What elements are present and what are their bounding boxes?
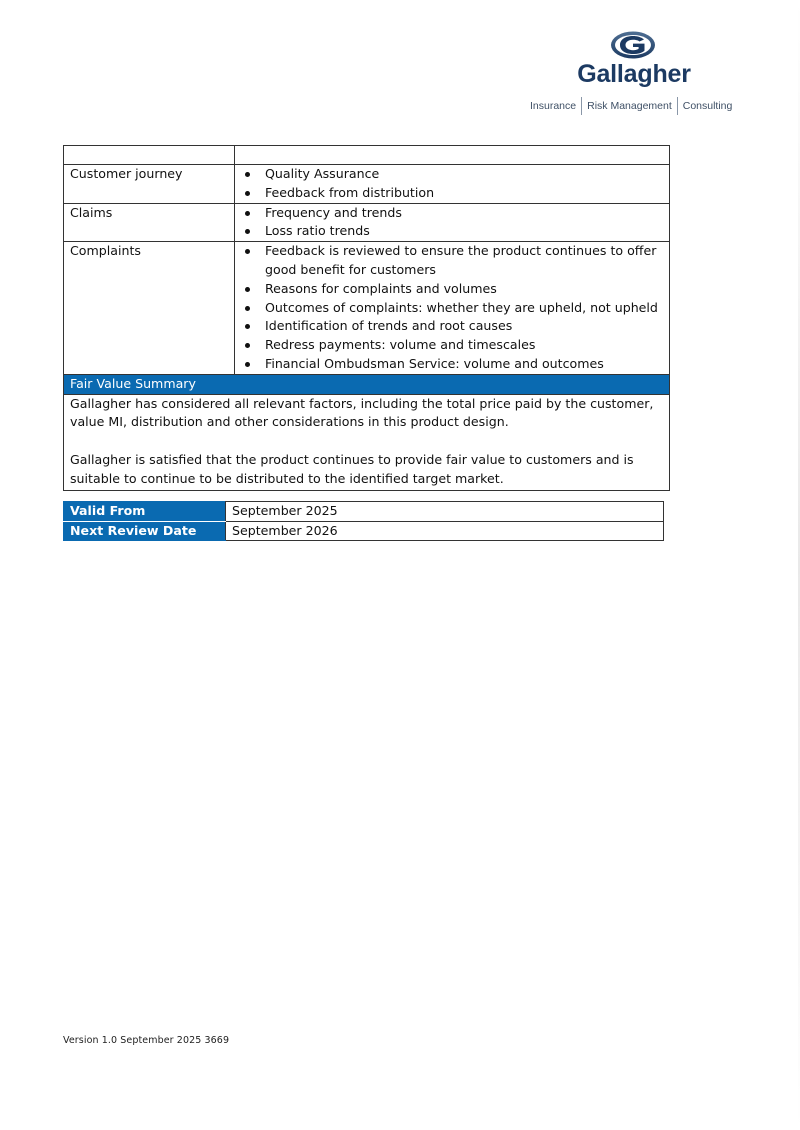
gallagher-g-emblem-icon bbox=[610, 30, 656, 60]
row-items bbox=[235, 165, 670, 204]
list-item: Frequency and trends bbox=[241, 204, 663, 223]
gallagher-logo bbox=[528, 28, 740, 120]
table-row-claims bbox=[64, 203, 670, 242]
table-row-valid-from bbox=[64, 502, 664, 522]
list-item: Feedback is reviewed to ensure the product continues to offer good benefit for customers bbox=[241, 242, 663, 280]
list-item: Loss ratio trends bbox=[241, 222, 663, 241]
row-items bbox=[235, 203, 670, 242]
next-review-label: Next Review Date bbox=[64, 521, 226, 541]
logo-tagline bbox=[528, 96, 740, 116]
list-item: Feedback from distribution bbox=[241, 184, 663, 203]
table-row-customer-journey bbox=[64, 165, 670, 204]
dates-table bbox=[63, 501, 664, 541]
summary-paragraph: Gallagher has considered all relevant factors, including the total price paid by the customer, value MI, distribution and other considerations in this product design. bbox=[70, 395, 654, 430]
list-item: Redress payments: volume and timescales bbox=[241, 336, 663, 355]
list-item: Quality Assurance bbox=[241, 165, 663, 184]
table-cell bbox=[64, 146, 235, 165]
row-label: Customer journey bbox=[64, 165, 235, 204]
next-review-value: September 2026 bbox=[226, 521, 664, 541]
valid-from-label: Valid From bbox=[64, 502, 226, 522]
fair-value-summary-body-row bbox=[64, 394, 670, 490]
table-cell bbox=[235, 146, 670, 165]
table-row-next-review bbox=[64, 521, 664, 541]
logo-wordmark: Gallagher bbox=[577, 60, 691, 88]
list-item: Identification of trends and root causes bbox=[241, 317, 663, 336]
summary-paragraph: Gallagher is satisfied that the product continues to provide fair value to customers and is suitable to continue to be distributed to the identified target market. bbox=[70, 451, 634, 486]
tagline-consulting: Consulting bbox=[682, 100, 733, 112]
row-items bbox=[235, 242, 670, 375]
section-heading: Fair Value Summary bbox=[64, 374, 670, 394]
row-label: Claims bbox=[64, 203, 235, 242]
tagline-insurance: Insurance bbox=[530, 100, 577, 112]
valid-from-value: September 2025 bbox=[226, 502, 664, 522]
fair-value-summary-header-row bbox=[64, 374, 670, 394]
page-footer: Version 1.0 September 2025 3669 bbox=[63, 1035, 230, 1046]
row-label: Complaints bbox=[64, 242, 235, 375]
list-item: Financial Ombudsman Service: volume and outcomes bbox=[241, 355, 663, 374]
list-item: Outcomes of complaints: whether they are upheld, not upheld bbox=[241, 299, 663, 318]
tagline-risk-management: Risk Management bbox=[587, 100, 672, 112]
list-item: Reasons for complaints and volumes bbox=[241, 280, 663, 299]
table-row bbox=[64, 146, 670, 165]
summary-text bbox=[64, 394, 670, 490]
value-assessment-table bbox=[63, 145, 670, 491]
table-row-complaints bbox=[64, 242, 670, 375]
